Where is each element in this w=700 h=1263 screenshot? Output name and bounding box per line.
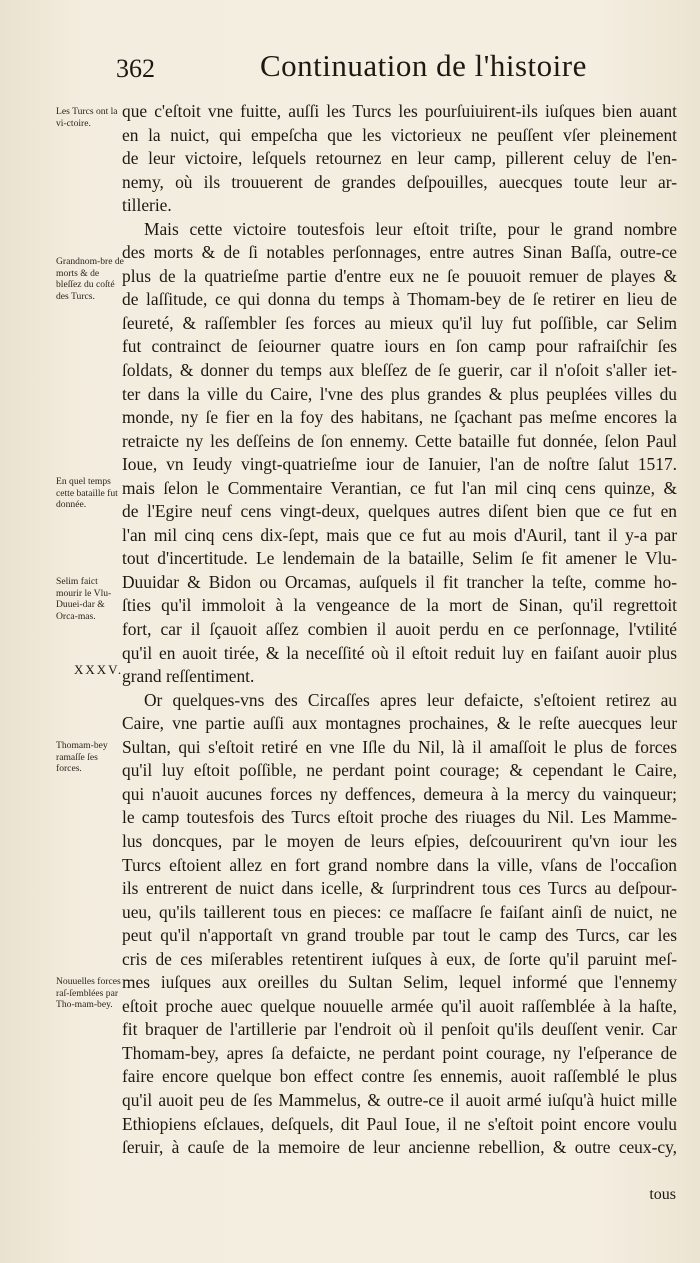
text-line: l'an mil cinq cens dix-ſept, mais que ce fut au mois d'Auril, tant il y-a par: [122, 524, 677, 545]
running-title: Continuation de l'histoire: [260, 48, 587, 83]
text-line: de leur victoire, leſquels retournez en leur camp, pillerent celuy de l'en-: [122, 148, 677, 169]
text-line: tillerie.: [122, 195, 172, 216]
text-line: Ioue, vn Ieudy vingt-quatrieſme iour de Ianuier, l'an de noſtre ſalut 1517.: [122, 454, 677, 475]
text-line: de laſſitude, ce qui donna du temps à Thomam-bey de ſe retirer en lieu de: [122, 289, 677, 310]
text-line: qu'il en auoit tirée, & la neceſſité où il eſtoit reduit luy en faiſant auoir plus: [122, 642, 677, 663]
page-header: [110, 48, 680, 98]
text-line: cris de ces miſerables retentirent iuſques à eux, de ſorte qu'il paruint meſ-: [122, 948, 677, 969]
text-line: Thomam-bey, apres ſa defaicte, ne perdant point courage, ny l'eſperance de: [122, 1042, 677, 1063]
text-line: Or quelques-vns des Circaſſes apres leur defaicte, s'eſtoient retirez au: [144, 689, 677, 710]
catchword: tous: [649, 1186, 676, 1203]
margin-note-4: Selim faict mourir le Vlu-Duuei-dar & Orca-mas.: [56, 576, 112, 622]
margin-note-3: En quel temps cette bataille fut donnée.: [56, 476, 118, 511]
text-line: monde, ny ſe fier en la foy des habitans, ne ſçachant pas meſme encores la: [122, 407, 677, 428]
text-line: qu'il auoit peu de ſes Mammelus, & outre-ce il auoit armé iuſqu'à huict mille: [122, 1089, 677, 1110]
margin-note-1: Les Turcs ont la vi-ctoire.: [56, 106, 118, 129]
text-line: en la nuict, qui empeſcha que les victorieux ne peuſſent vſer pleinement: [122, 124, 677, 145]
text-line: des morts & de ſi notables perſonnages, entre autres Sinan Baſſa, outre-ce: [122, 242, 677, 263]
text-line: Caire, vne partie auſſi aux montagnes prochaines, & le reſte auecques leur: [122, 713, 677, 734]
text-line: fort, car il ſçauoit aſſez combien il auoit perdu en ce perſonnage, l'vtilité: [122, 619, 677, 640]
text-line: mais ſelon le Commentaire Verantian, ce fut l'an mil cinq cens quinze, &: [122, 477, 677, 498]
text-line: qui n'auoit aucunes forces ny deffences, demeura à la mercy du vainqueur;: [122, 783, 677, 804]
text-line: retraicte ny les deſſeins de ſon ennemy. Cette bataille fut donnée, ſelon Paul: [122, 430, 677, 451]
text-line: ils entrerent de nuict dans icelle, & ſurprindrent tous ces Turcs au deſpour-: [122, 878, 677, 899]
text-line: mes iuſques aux oreilles du Sultan Selim, lequel informé que l'ennemy: [122, 972, 677, 993]
text-line: le camp toutesfois des Turcs eſtoit proche des riuages du Nil. Les Mamme-: [122, 807, 677, 828]
body-text: [122, 100, 677, 1160]
text-line: peut qu'il n'apportaſt vn grand trouble par tout le camp des Turcs, car les: [122, 925, 677, 946]
text-line: lus doncques, par le moyen de leurs eſpies, deſcouurirent qu'vn iour les: [122, 830, 677, 851]
text-line: ſeureté, & raſſembler ſes forces au mieux qu'il luy fut poſſible, car Selim: [122, 312, 677, 333]
text-line: Sultan, qui s'eſtoit retiré en vne Iſle du Nil, là il amaſſoit le plus de forces: [122, 736, 677, 757]
text-line: fit braquer de l'artillerie par l'endroit où il penſoit qu'ils deuſſent venir. Car: [122, 1019, 677, 1040]
text-line: Mais cette victoire toutesfois leur eſtoit triſte, pour le grand nombre: [144, 218, 677, 239]
text-line: plus de la quatrieſme partie d'entre eux ne ſe pouuoit remuer de playes &: [122, 265, 677, 286]
margin-note-6: Nouuelles forces raſ-ſemblées par Tho-mam-bey.: [56, 976, 121, 1011]
margin-note-2: Grandnom-bre de morts & de bleſſez du coſté des Turcs.: [56, 256, 124, 302]
text-line: Ethiopiens eſclaues, deſquels, dit Paul Ioue, il ne s'eſtoit point encore voulu: [122, 1113, 677, 1134]
text-line: eſtoit proche auec quelque nouuelle armée qu'il auoit raſſemblée à la haſte,: [122, 995, 677, 1016]
text-line: ſeruir, à cauſe de la memoire de leur ancienne rebellion, & outre ceux-cy,: [122, 1137, 677, 1158]
text-line: qu'il luy eſtoit poſſible, ne perdant point courage; & cependant le Caire,: [122, 760, 677, 781]
text-line: Turcs eſtoient allez en fort grand nombre dans la ville, vſans de l'occaſion: [122, 854, 677, 875]
text-line: nemy, où ils trouuerent de grandes deſpouilles, auecques toute leur ar-: [122, 171, 677, 192]
text-line: Duuidar & Bidon ou Orcamas, auſquels il fit trancher la teſte, comme ho-: [122, 571, 677, 592]
text-line: tout d'incertitude. Le lendemain de la bataille, Selim ſe fit amener le Vlu-: [122, 548, 677, 569]
text-line: grand reſſentiment.: [122, 666, 255, 687]
text-line: faire encore quelque bon effect contre ſes ennemis, auoit raſſemblé le plus: [122, 1066, 677, 1087]
text-line: ſties qu'il immoloit à la vengeance de la mort de Sinan, qu'il regrettoit: [122, 595, 677, 616]
text-line: de l'Egire neuf cens vingt-deux, quelques autres diſent bien que ce fut en: [122, 501, 677, 522]
margin-note-5: Thomam-bey ramaſſe ſes forces.: [56, 740, 108, 775]
section-numeral: XXXV.: [74, 662, 124, 677]
text-line: ſoldats, & donner du temps aux bleſſez de ſe guerir, car il n'oſoit s'aller iet-: [122, 360, 677, 381]
text-line: ueu, qu'ils taillerent tous en pieces: ce maſſacre ſe faiſant ainſi de nuict, ne: [122, 901, 677, 922]
text-line: ter dans la ville du Caire, l'vne des plus grandes & plus peuplées villes du: [122, 383, 677, 404]
text-line: que c'eſtoit vne fuitte, auſſi les Turcs les pourſuiuirent-ils iuſques bien auant: [122, 101, 677, 121]
text-line: fut contrainct de ſeiourner quatre iours en ſon camp pour rafraiſchir ſes: [122, 336, 677, 357]
page-number: 362: [116, 54, 155, 83]
